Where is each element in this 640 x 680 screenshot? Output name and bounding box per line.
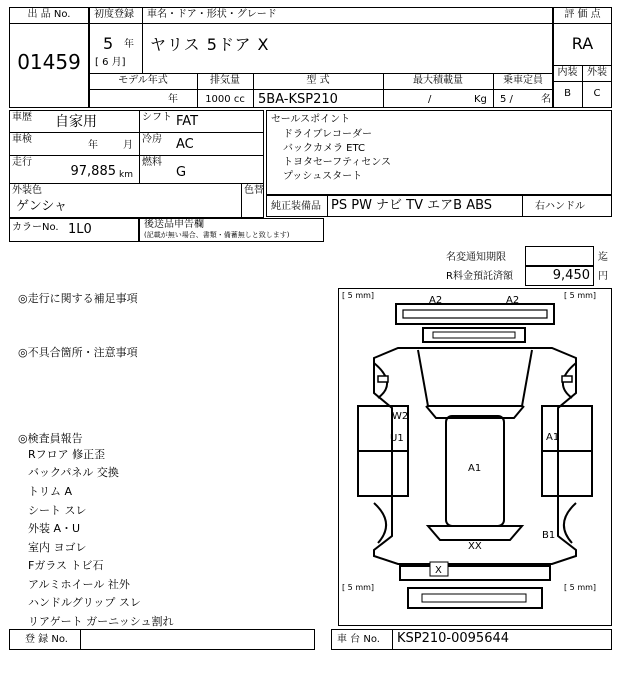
steering: 右ハンドル bbox=[535, 201, 585, 212]
capacity: 5 / bbox=[500, 94, 513, 105]
ac-label: 冷房 bbox=[142, 134, 162, 145]
inspector-item: アルミホイール 社外 bbox=[28, 578, 130, 591]
first-reg-year-unit: 年 bbox=[124, 39, 134, 50]
grade: RA bbox=[571, 34, 594, 53]
load-label: 最大積載量 bbox=[413, 75, 463, 86]
left-mirror bbox=[378, 376, 388, 382]
inspector-item: トリム A bbox=[28, 485, 73, 498]
equipment-label: 純正装備品 bbox=[271, 201, 321, 212]
reg-no-label: 登 録 No. bbox=[25, 634, 68, 645]
fuel: G bbox=[176, 165, 187, 180]
spec-line-3 bbox=[9, 183, 264, 184]
lot-number-divider bbox=[9, 23, 89, 24]
grade-label: 評 価 点 bbox=[564, 9, 601, 20]
front-grille bbox=[423, 328, 525, 342]
docs-label: 後送品申告欄 bbox=[144, 219, 204, 230]
mileage-label: 走行 bbox=[12, 157, 32, 168]
car-name-label: 車名・ドア・形状・グレード bbox=[147, 9, 277, 20]
sales-point: プッシュスタート bbox=[283, 171, 363, 182]
color-no-label: カラーNo. bbox=[12, 222, 59, 233]
mark-xx: XX bbox=[468, 541, 482, 552]
model-year-unit: 年 bbox=[168, 94, 178, 105]
diagram-frame bbox=[339, 289, 612, 626]
docs-note: (記載が無い場合、書類・備蓄無しと致します) bbox=[144, 231, 290, 239]
exterior-label: 外装 bbox=[587, 67, 607, 78]
chassis-no: KSP210-0095644 bbox=[397, 631, 510, 646]
lot-number: 01459 bbox=[17, 50, 81, 74]
sales-label: セールスポイント bbox=[271, 114, 351, 125]
equip-col-line-2 bbox=[522, 195, 523, 217]
inspection-year: 年 bbox=[88, 140, 98, 151]
inspector-item: バックパネル 交換 bbox=[28, 466, 119, 479]
front-grille-inner bbox=[433, 332, 515, 338]
shift: FAT bbox=[176, 114, 199, 129]
inspection-label: 車検 bbox=[12, 134, 32, 145]
load-unit: Kg bbox=[474, 94, 487, 105]
interior-grade: B bbox=[564, 88, 571, 99]
spec-col-line bbox=[139, 110, 140, 183]
driving-notes-label: ◎走行に関する補足事項 bbox=[18, 292, 138, 305]
history-label: 車歴 bbox=[12, 112, 32, 123]
recycle-value: 9,450 bbox=[552, 268, 590, 283]
first-reg-month: [ 6 月] bbox=[95, 57, 126, 68]
inspector-item: Fガラス トビ石 bbox=[28, 559, 104, 572]
deadline-unit: 迄 bbox=[598, 252, 608, 263]
rear-bumper bbox=[400, 566, 550, 580]
car-damage-diagram bbox=[338, 288, 612, 626]
hdr-row-line-1 bbox=[89, 23, 553, 24]
load-slash: / bbox=[428, 94, 432, 105]
recycle-unit: 円 bbox=[598, 271, 608, 282]
chassis-label: 車 台 No. bbox=[337, 634, 380, 645]
color: ゲンシャ bbox=[16, 199, 68, 214]
color-label: 外装色 bbox=[12, 185, 42, 196]
first-reg-label: 初度登録 bbox=[94, 9, 134, 20]
rear-bumper-lower bbox=[408, 588, 542, 608]
front-bumper-inner bbox=[403, 310, 547, 318]
deadline-label: 名変通知期限 bbox=[446, 252, 506, 263]
rear-bumper-inner bbox=[422, 594, 526, 602]
chassis-col-line bbox=[392, 629, 393, 650]
spec-line-2 bbox=[9, 155, 264, 156]
color-no: 1L0 bbox=[68, 222, 92, 237]
displacement-label: 排気量 bbox=[210, 75, 240, 86]
inspection-month: 月 bbox=[123, 140, 133, 151]
displacement: 1000 cc bbox=[205, 94, 245, 105]
defects-label: ◎不具合箇所・注意事項 bbox=[18, 346, 138, 359]
sales-point: バックカメラ ETC bbox=[283, 143, 366, 154]
car-type: 5BA-KSP210 bbox=[258, 92, 338, 107]
right-mirror bbox=[562, 376, 572, 382]
sales-point: トヨタセーフティセンス bbox=[283, 157, 391, 168]
spec-line-1 bbox=[9, 132, 264, 133]
history: 自家用 bbox=[55, 114, 97, 130]
model-year-label: モデル年式 bbox=[118, 75, 168, 86]
hood bbox=[418, 350, 532, 406]
inspector-item: 外装 A・U bbox=[28, 522, 81, 535]
spec-col-line-2 bbox=[241, 183, 242, 218]
mileage: 97,885 bbox=[70, 164, 116, 179]
capacity-unit: 名 bbox=[541, 94, 551, 105]
car-name: ヤリス 5ドア X bbox=[150, 35, 270, 54]
repaint-label: 色替 bbox=[244, 185, 264, 196]
equipment: PS PW ナビ TV エアB ABS bbox=[331, 198, 493, 213]
inspector-item: リアゲート ガーニッシュ割れ bbox=[28, 615, 174, 628]
tire-depth-front-right: [ 5 mm] bbox=[564, 291, 597, 300]
tire-depth-front-left: [ 5 mm] bbox=[342, 291, 375, 300]
inspector-item: 室内 ヨゴレ bbox=[28, 541, 87, 554]
type-label: 型 式 bbox=[306, 75, 330, 86]
equip-col-line-1 bbox=[327, 195, 328, 217]
mark-u1: U1 bbox=[390, 433, 404, 444]
inspector-item: ハンドルグリップ スレ bbox=[28, 596, 141, 609]
hdr-row-line-2 bbox=[89, 73, 553, 74]
sales-point: ドライブレコーダー bbox=[283, 129, 372, 140]
hdr-col-line-1 bbox=[142, 7, 143, 73]
capacity-label: 乗車定員 bbox=[503, 75, 543, 86]
rear-left-arch bbox=[374, 503, 386, 543]
recycle-label: R料金預託済額 bbox=[446, 271, 513, 282]
front-bumper bbox=[396, 304, 554, 324]
interior-label: 内装 bbox=[557, 67, 578, 78]
shift-label: シフト bbox=[142, 112, 172, 123]
tire-depth-rear-right: [ 5 mm] bbox=[564, 583, 597, 592]
mileage-unit: km bbox=[119, 170, 133, 180]
exterior-grade: C bbox=[593, 88, 601, 99]
ac: AC bbox=[176, 137, 194, 152]
inspector-label: ◎検査員報告 bbox=[18, 432, 83, 445]
inspector-item: シート スレ bbox=[28, 504, 87, 517]
rear-right-arch bbox=[564, 503, 576, 543]
mark-front-bumper-right: A2 bbox=[506, 295, 520, 306]
lot-number-label: 出 品 No. bbox=[27, 9, 71, 20]
first-reg-year: 5 bbox=[103, 34, 114, 53]
deadline-box bbox=[525, 246, 594, 266]
hdr-row-line-3 bbox=[89, 89, 553, 90]
mark-rear-x: X bbox=[435, 565, 442, 576]
rear-window bbox=[428, 526, 522, 540]
mark-w2: W2 bbox=[392, 411, 409, 422]
mark-front-bumper-left: A2 bbox=[429, 295, 443, 306]
mark-b1: B1 bbox=[542, 530, 556, 541]
fuel-label: 燃料 bbox=[142, 157, 162, 168]
mark-a1-right: A1 bbox=[546, 432, 560, 443]
mark-roof: A1 bbox=[468, 463, 482, 474]
inspector-item: Rフロア 修正歪 bbox=[28, 448, 106, 461]
reg-col-line bbox=[80, 629, 81, 650]
grade-line-1 bbox=[553, 23, 612, 24]
tire-depth-rear-left: [ 5 mm] bbox=[342, 583, 375, 592]
